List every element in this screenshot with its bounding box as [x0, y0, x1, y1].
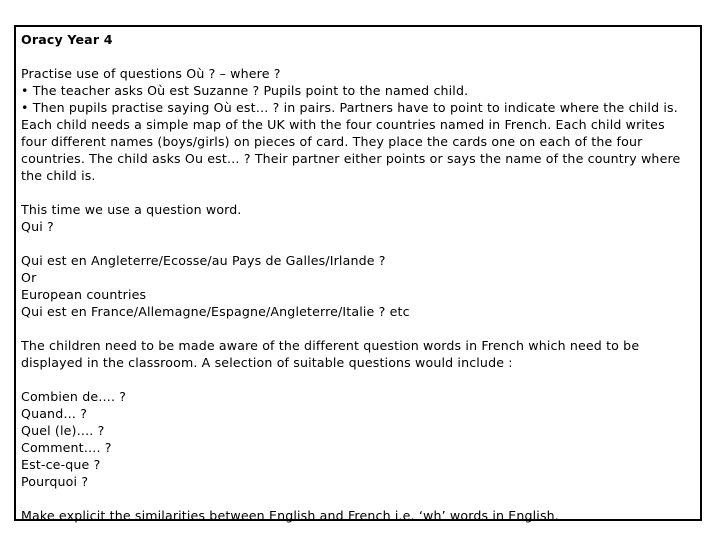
- text-line: four different names (boys/girls) on pieces of card. They place the cards one on each of the four: [21, 134, 643, 149]
- list-item: Quand… ?: [21, 406, 88, 421]
- spacer: [21, 490, 694, 507]
- spacer: [21, 235, 694, 252]
- examples-paragraph: [21, 252, 694, 320]
- text-line: • Then pupils practise saying Où est… ? in pairs. Partners have to point to indicate where the child is.: [21, 100, 678, 115]
- final-note: Make explicit the similarities between English and French i.e. ‘wh’ words in English.: [21, 508, 559, 523]
- list-item: Quel (le)…. ?: [21, 423, 105, 438]
- document-title: Oracy Year 4: [21, 32, 113, 47]
- text-line: Qui est en France/Allemagne/Espagne/Angleterre/Italie ? etc: [21, 304, 410, 319]
- intro-paragraph: [21, 65, 694, 184]
- text-line: European countries: [21, 287, 147, 302]
- spacer: [21, 184, 694, 201]
- text-line: This time we use a question word.: [21, 202, 242, 217]
- list-item: Pourquoi ?: [21, 474, 89, 489]
- document-frame: [14, 25, 702, 521]
- text-line: countries. The child asks Ou est… ? Their partner either points or says the name of the country where: [21, 151, 681, 166]
- classroom-paragraph: [21, 337, 694, 371]
- text-line: displayed in the classroom. A selection of suitable questions would include :: [21, 355, 513, 370]
- text-line: The children need to be made aware of the different question words in French which need to be: [21, 338, 640, 353]
- list-item: Combien de…. ?: [21, 389, 127, 404]
- text-line: Or: [21, 270, 37, 285]
- list-item: Est-ce-que ?: [21, 457, 101, 472]
- text-line: • The teacher asks Où est Suzanne ? Pupils point to the named child.: [21, 83, 469, 98]
- text-line: Qui ?: [21, 219, 54, 234]
- list-item: Comment…. ?: [21, 440, 112, 455]
- text-line: Practise use of questions Où ? – where ?: [21, 66, 281, 81]
- text-line: Each child needs a simple map of the UK with the four countries named in French. Each child writes: [21, 117, 665, 132]
- text-line: the child is.: [21, 168, 96, 183]
- spacer: [21, 48, 694, 65]
- question-list: [21, 388, 694, 490]
- spacer: [21, 320, 694, 337]
- text-line: Qui est en Angleterre/Ecosse/au Pays de Galles/Irlande ?: [21, 253, 386, 268]
- spacer: [21, 371, 694, 388]
- question-word-paragraph: [21, 201, 694, 235]
